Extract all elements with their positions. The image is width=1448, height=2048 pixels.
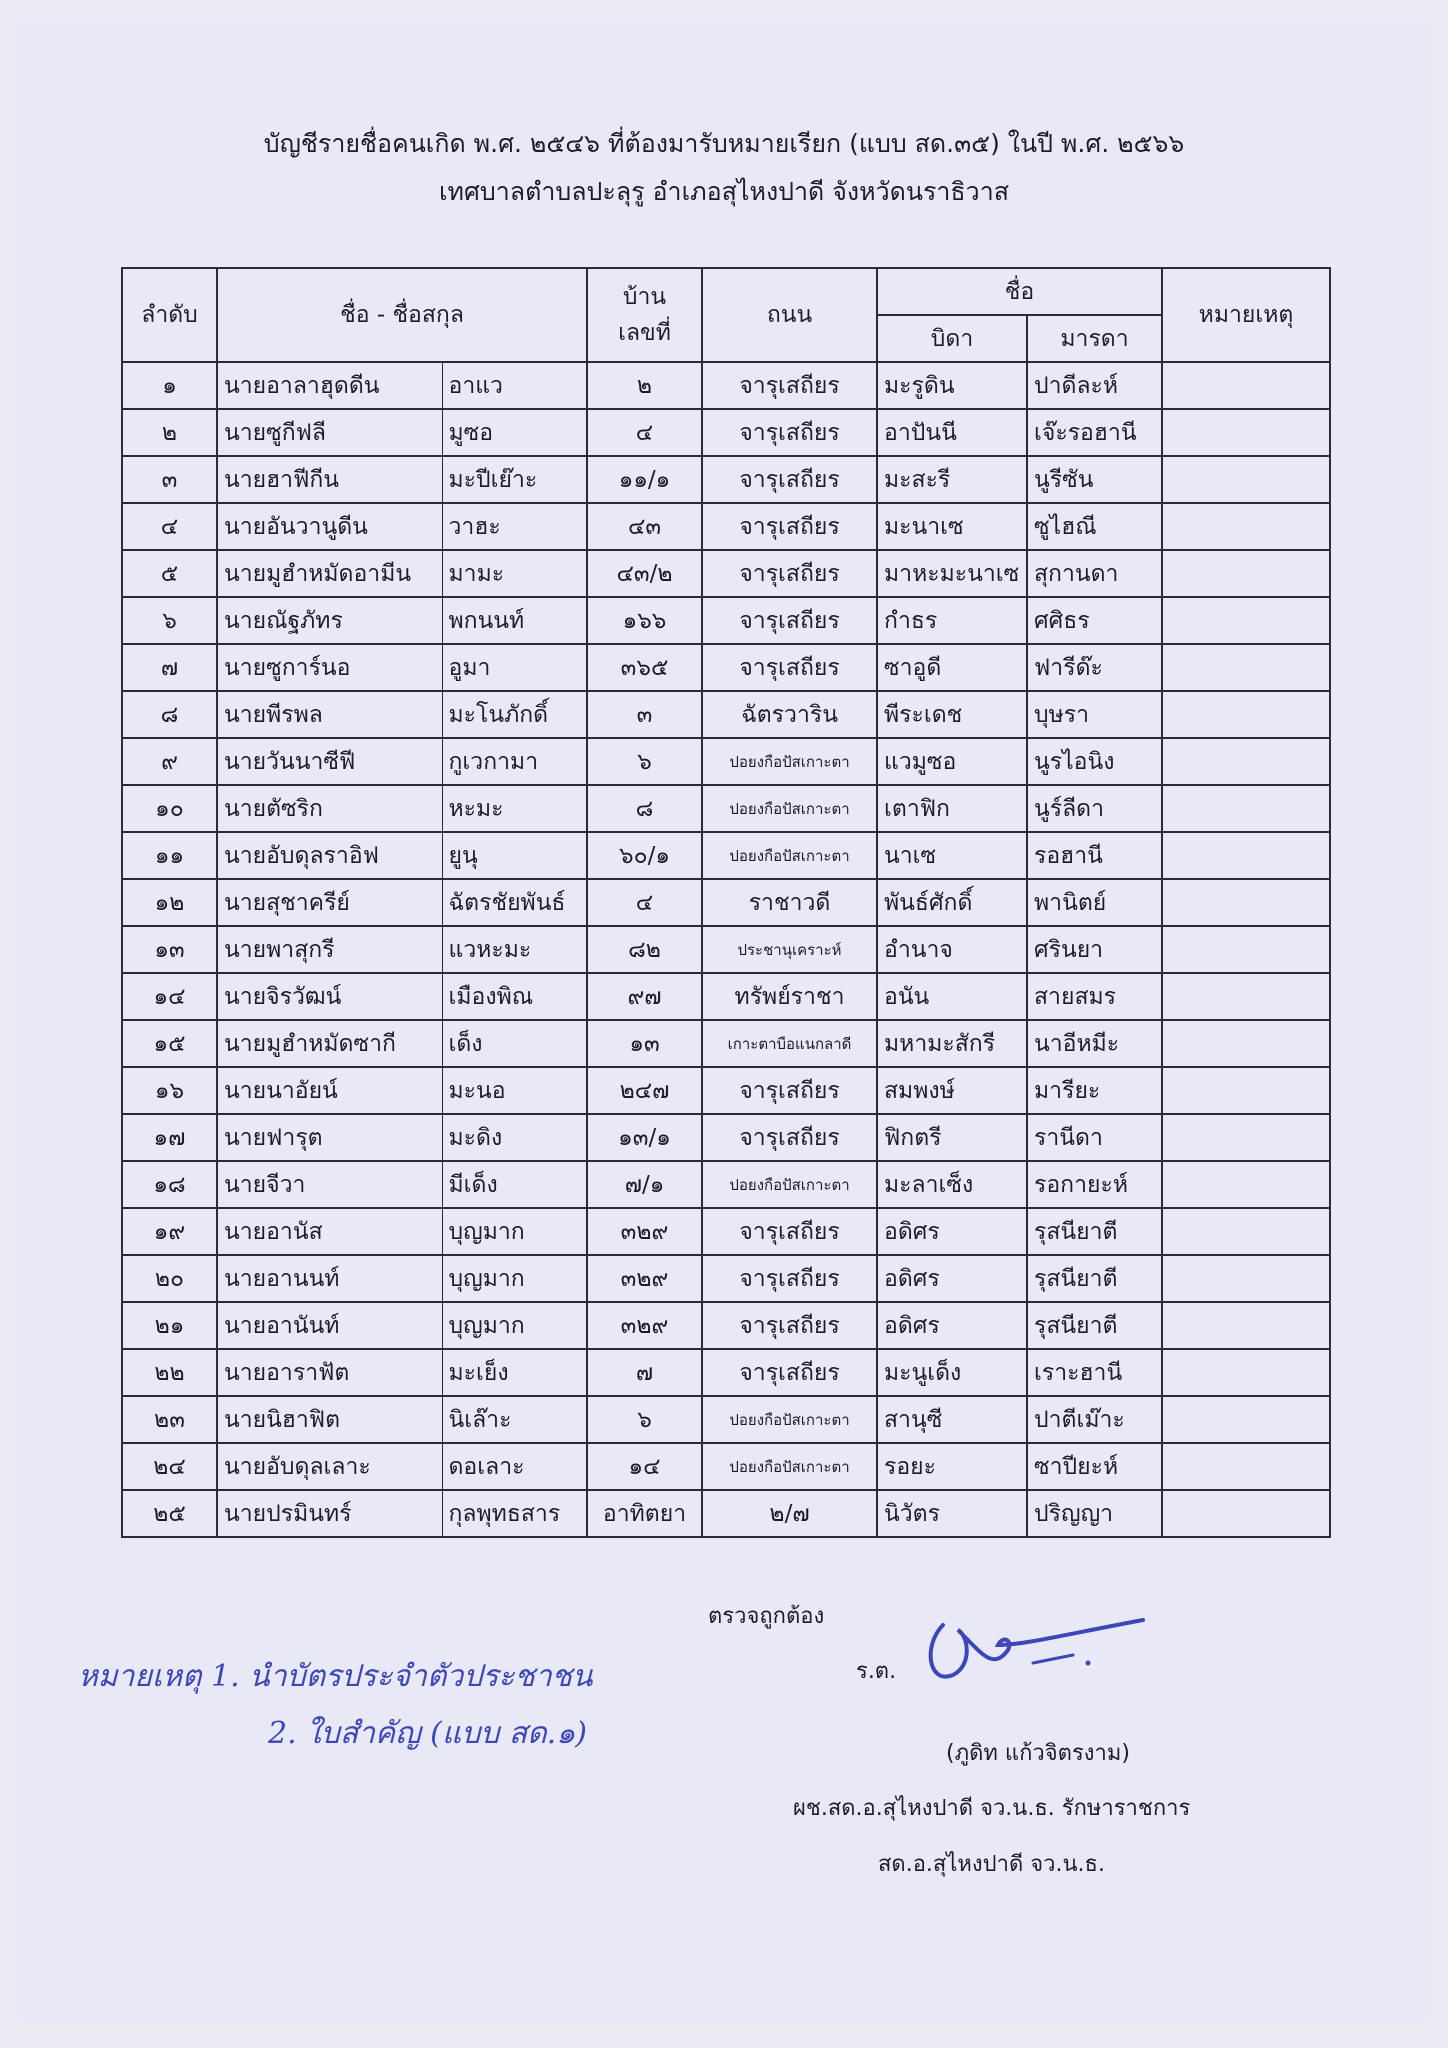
table-row (122, 879, 1330, 926)
row-order: ๖ (122, 597, 217, 644)
row-last-name: นิเล๊าะ (442, 1396, 587, 1443)
row-first-name: นายสุชาครีย์ (217, 879, 442, 926)
row-road: จารุเสถียร (702, 597, 877, 644)
signature-image (913, 1605, 1153, 1695)
header-name: ชื่อ - ชื่อสกุล (217, 268, 587, 362)
row-order: ๑๕ (122, 1020, 217, 1067)
row-last-name: มะโนภักดิ์ (442, 691, 587, 738)
table-row (122, 691, 1330, 738)
row-road: ทรัพย์ราชา (702, 973, 877, 1020)
row-road: ปอยงกือปัสเกาะตา (702, 738, 877, 785)
row-first-name: นายฮาฟีกีน (217, 456, 442, 503)
row-house-number: ๙๗ (587, 973, 702, 1020)
row-father: ซาอูดี (877, 644, 1027, 691)
table-row (122, 832, 1330, 879)
row-road: ประชานุเคราะห์ (702, 926, 877, 973)
row-road: จารุเสถียร (702, 550, 877, 597)
row-house-number: ๖ (587, 1396, 702, 1443)
row-road: จารุเสถียร (702, 1255, 877, 1302)
row-mother: นูรีซัน (1027, 456, 1162, 503)
row-road: ปอยงกือปัสเกาะตา (702, 1396, 877, 1443)
table-row (122, 1161, 1330, 1208)
header-order: ลำดับ (122, 268, 217, 362)
header-father: บิดา (877, 315, 1027, 362)
row-mother: ฟารีด๊ะ (1027, 644, 1162, 691)
row-last-name: มะปีเย๊าะ (442, 456, 587, 503)
row-mother: บุษรา (1027, 691, 1162, 738)
header-mother: มารดา (1027, 315, 1162, 362)
row-mother: สุกานดา (1027, 550, 1162, 597)
row-order: ๑๗ (122, 1114, 217, 1161)
row-note (1162, 879, 1330, 926)
row-order: ๑๐ (122, 785, 217, 832)
row-first-name: นายมูฮำหมัดอามีน (217, 550, 442, 597)
row-order: ๒๒ (122, 1349, 217, 1396)
row-first-name: นายจิรวัฒน์ (217, 973, 442, 1020)
row-house-number: ๓๖๕ (587, 644, 702, 691)
row-order: ๒ (122, 409, 217, 456)
row-mother: รุสนียาตี (1027, 1302, 1162, 1349)
row-house-number: ๘ (587, 785, 702, 832)
row-first-name: นายอานนท์ (217, 1255, 442, 1302)
row-house-number: ๒ (587, 362, 702, 409)
row-first-name: นายนิฮาฟิต (217, 1396, 442, 1443)
row-last-name: มามะ (442, 550, 587, 597)
table-body (122, 362, 1330, 1537)
row-order: ๑๓ (122, 926, 217, 973)
row-mother: รุสนียาตี (1027, 1255, 1162, 1302)
handwritten-note-line-1: หมายเหตุ 1. นำบัตรประจำตัวประชาชน (78, 1659, 593, 1694)
row-mother: รุสนียาตี (1027, 1208, 1162, 1255)
row-last-name: เด็ง (442, 1020, 587, 1067)
row-order: ๒๐ (122, 1255, 217, 1302)
row-road: จารุเสถียร (702, 503, 877, 550)
row-mother: พานิตย์ (1027, 879, 1162, 926)
table-row (122, 738, 1330, 785)
table-row (122, 1302, 1330, 1349)
title-line-1: บัญชีรายชื่อคนเกิด พ.ศ. ๒๕๔๖ ที่ต้องมารับหมายเรียก (แบบ สด.๓๕) ในปี พ.ศ. ๒๕๖๖ (263, 129, 1185, 158)
row-note (1162, 973, 1330, 1020)
verified-label: ตรวจถูกต้อง (708, 1604, 825, 1629)
row-road: จารุเสถียร (702, 1208, 877, 1255)
row-order: ๑๑ (122, 832, 217, 879)
row-order: ๑๙ (122, 1208, 217, 1255)
row-house-number: ๔๓/๒ (587, 550, 702, 597)
row-last-name: มีเด็ง (442, 1161, 587, 1208)
row-last-name: พกนนท์ (442, 597, 587, 644)
row-note (1162, 1208, 1330, 1255)
row-mother: นูรไอนิง (1027, 738, 1162, 785)
table-row (122, 456, 1330, 503)
row-house-number: ๔ (587, 409, 702, 456)
row-last-name: เมืองพิณ (442, 973, 587, 1020)
row-first-name: นายณัฐภัทร (217, 597, 442, 644)
row-road: จารุเสถียร (702, 644, 877, 691)
row-father: สมพงษ์ (877, 1067, 1027, 1114)
header-road: ถนน (702, 268, 877, 362)
row-last-name: บุญมาก (442, 1302, 587, 1349)
signer-position-2: สด.อ.สุไหงปาดี จว.น.ธ. (878, 1852, 1105, 1877)
row-house-number: ๓๒๙ (587, 1302, 702, 1349)
row-note (1162, 832, 1330, 879)
row-first-name: นายตัซริก (217, 785, 442, 832)
row-note (1162, 550, 1330, 597)
row-mother: ซูไฮณี (1027, 503, 1162, 550)
row-house-number: อาทิตยา (587, 1490, 702, 1537)
row-note (1162, 362, 1330, 409)
row-last-name: มูซอ (442, 409, 587, 456)
header-note: หมายเหตุ (1162, 268, 1330, 362)
row-house-number: ๔๓ (587, 503, 702, 550)
row-house-number: ๘๒ (587, 926, 702, 973)
row-order: ๗ (122, 644, 217, 691)
row-last-name: ดอเลาะ (442, 1443, 587, 1490)
row-house-number: ๓๒๙ (587, 1255, 702, 1302)
row-last-name: ยูนุ (442, 832, 587, 879)
row-father: มะลาเซ็ง (877, 1161, 1027, 1208)
row-father: พันธ์ศักดิ์ (877, 879, 1027, 926)
header-house (587, 268, 702, 362)
row-road: จารุเสถียร (702, 1114, 877, 1161)
row-house-number: ๓๒๙ (587, 1208, 702, 1255)
row-note (1162, 1114, 1330, 1161)
table-row (122, 1255, 1330, 1302)
row-father: อดิศร (877, 1255, 1027, 1302)
row-father: อดิศร (877, 1302, 1027, 1349)
row-mother: นูร์ลีดา (1027, 785, 1162, 832)
row-road: ปอยงกือปัสเกาะตา (702, 785, 877, 832)
table-row (122, 926, 1330, 973)
table-row (122, 550, 1330, 597)
row-last-name: มะเย็ง (442, 1349, 587, 1396)
row-house-number: ๑๖๖ (587, 597, 702, 644)
row-order: ๒๕ (122, 1490, 217, 1537)
row-father: ฟิกตรี (877, 1114, 1027, 1161)
row-note (1162, 1067, 1330, 1114)
row-order: ๑๖ (122, 1067, 217, 1114)
row-order: ๘ (122, 691, 217, 738)
row-house-number: ๖ (587, 738, 702, 785)
row-order: ๕ (122, 550, 217, 597)
row-house-number: ๑๔ (587, 1443, 702, 1490)
row-mother: ศรินยา (1027, 926, 1162, 973)
row-mother: นาอีหมีะ (1027, 1020, 1162, 1067)
row-first-name: นายซูกีฟลี (217, 409, 442, 456)
row-mother: เราะฮานี (1027, 1349, 1162, 1396)
row-house-number: ๑๓/๑ (587, 1114, 702, 1161)
registry-table (121, 267, 1331, 1538)
row-mother: ปาตีเม๊าะ (1027, 1396, 1162, 1443)
row-father: นิวัตร (877, 1490, 1027, 1537)
row-note (1162, 456, 1330, 503)
row-first-name: นายอาลาฮุดดีน (217, 362, 442, 409)
row-father: สานุซี (877, 1396, 1027, 1443)
row-note (1162, 1443, 1330, 1490)
row-note (1162, 1255, 1330, 1302)
row-last-name: บุญมาก (442, 1255, 587, 1302)
row-last-name: วาฮะ (442, 503, 587, 550)
row-house-number: ๒๔๗ (587, 1067, 702, 1114)
row-note (1162, 1396, 1330, 1443)
row-first-name: นายอานันท์ (217, 1302, 442, 1349)
row-father: อำนาจ (877, 926, 1027, 973)
row-father: อดิศร (877, 1208, 1027, 1255)
row-house-number: ๗ (587, 1349, 702, 1396)
title-line-2: เทศบาลตำบลปะลุรู อำเภอสุไหงปาดี จังหวัดนราธิวาส (438, 177, 1010, 206)
row-road: ราชาวดี (702, 879, 877, 926)
row-last-name: กูเวกามา (442, 738, 587, 785)
row-last-name: อาแว (442, 362, 587, 409)
row-house-number: ๑๓ (587, 1020, 702, 1067)
header-house-line2: เลขที่ (618, 320, 671, 346)
row-note (1162, 1302, 1330, 1349)
row-father: อาปันนี (877, 409, 1027, 456)
row-father: เตาฟิก (877, 785, 1027, 832)
row-father: มาหะมะนาเซ (877, 550, 1027, 597)
row-last-name: มะนอ (442, 1067, 587, 1114)
handwritten-note-line-2: 2. ใบสำคัญ (แบบ สด.๑) (268, 1716, 587, 1751)
row-father: มะรูดิน (877, 362, 1027, 409)
row-order: ๒๑ (122, 1302, 217, 1349)
row-father: กำธร (877, 597, 1027, 644)
row-father: มหามะสักรี (877, 1020, 1027, 1067)
row-note (1162, 1161, 1330, 1208)
row-house-number: ๗/๑ (587, 1161, 702, 1208)
row-note (1162, 1490, 1330, 1537)
row-note (1162, 926, 1330, 973)
row-first-name: นายอับดุลเลาะ (217, 1443, 442, 1490)
row-last-name: หะมะ (442, 785, 587, 832)
table-row (122, 362, 1330, 409)
row-road: ปอยงกือปัสเกาะตา (702, 1443, 877, 1490)
row-father: แวมูซอ (877, 738, 1027, 785)
row-note (1162, 738, 1330, 785)
header-parents: ชื่อ (877, 268, 1162, 315)
row-order: ๑๒ (122, 879, 217, 926)
table-row (122, 973, 1330, 1020)
row-first-name: นายซูการ์นอ (217, 644, 442, 691)
row-first-name: นายอานัส (217, 1208, 442, 1255)
row-road: จารุเสถียร (702, 456, 877, 503)
document-page (18, 20, 1430, 2022)
row-road: ฉัตรวาริน (702, 691, 877, 738)
row-road: จารุเสถียร (702, 409, 877, 456)
row-note (1162, 785, 1330, 832)
row-first-name: นายนาอัยน์ (217, 1067, 442, 1114)
row-order: ๙ (122, 738, 217, 785)
row-mother: ซาปียะห์ (1027, 1443, 1162, 1490)
row-first-name: นายพาสุกรี (217, 926, 442, 973)
row-note (1162, 691, 1330, 738)
table-row (122, 1208, 1330, 1255)
row-mother: สายสมร (1027, 973, 1162, 1020)
row-order: ๑๘ (122, 1161, 217, 1208)
row-first-name: นายจีวา (217, 1161, 442, 1208)
rank-label: ร.ต. (856, 1659, 897, 1684)
row-mother: ปาดีละห์ (1027, 362, 1162, 409)
table-row (122, 1443, 1330, 1490)
row-note (1162, 1020, 1330, 1067)
row-order: ๑๔ (122, 973, 217, 1020)
row-first-name: นายมูฮำหมัดซากี (217, 1020, 442, 1067)
row-note (1162, 409, 1330, 456)
row-mother: รอฮานี (1027, 832, 1162, 879)
table-row (122, 1114, 1330, 1161)
row-mother: เจ๊ะรอฮานี (1027, 409, 1162, 456)
row-first-name: นายปรมินทร์ (217, 1490, 442, 1537)
row-father: อนัน (877, 973, 1027, 1020)
row-order: ๒๔ (122, 1443, 217, 1490)
row-house-number: ๓ (587, 691, 702, 738)
row-father: นาเซ (877, 832, 1027, 879)
row-road: จารุเสถียร (702, 1302, 877, 1349)
row-house-number: ๑๑/๑ (587, 456, 702, 503)
row-first-name: นายฟารุต (217, 1114, 442, 1161)
table-row (122, 1490, 1330, 1537)
table-row (122, 1020, 1330, 1067)
row-order: ๓ (122, 456, 217, 503)
row-mother: มารียะ (1027, 1067, 1162, 1114)
row-order: ๒๓ (122, 1396, 217, 1443)
row-house-number: ๖๐/๑ (587, 832, 702, 879)
row-father: พีระเดช (877, 691, 1027, 738)
row-road: จารุเสถียร (702, 362, 877, 409)
row-first-name: นายอับดุลราอิฟ (217, 832, 442, 879)
row-note (1162, 503, 1330, 550)
table-row (122, 785, 1330, 832)
row-last-name: อูมา (442, 644, 587, 691)
row-last-name: ฉัตรชัยพันธ์ (442, 879, 587, 926)
table-row (122, 1349, 1330, 1396)
row-note (1162, 1349, 1330, 1396)
signer-name: (ภูดิท แก้วจิตรงาม) (946, 1741, 1130, 1766)
row-father: มะสะรี (877, 456, 1027, 503)
row-mother: ปริญญา (1027, 1490, 1162, 1537)
row-note (1162, 644, 1330, 691)
table-row (122, 597, 1330, 644)
row-order: ๔ (122, 503, 217, 550)
row-father: มะนาเซ (877, 503, 1027, 550)
signer-position-1: ผช.สด.อ.สุไหงปาดี จว.น.ธ. รักษาราชการ (793, 1796, 1191, 1821)
row-last-name: มะดิง (442, 1114, 587, 1161)
row-last-name: กุลพุทธสาร (442, 1490, 587, 1537)
table-row (122, 503, 1330, 550)
row-road: ๒/๗ (702, 1490, 877, 1537)
row-road: ปอยงกือปัสเกาะตา (702, 832, 877, 879)
row-first-name: นายพีรพล (217, 691, 442, 738)
row-first-name: นายอันวานูดีน (217, 503, 442, 550)
row-road: จารุเสถียร (702, 1349, 877, 1396)
row-road: ปอยงกือปัสเกาะตา (702, 1161, 877, 1208)
row-note (1162, 597, 1330, 644)
row-first-name: นายวันนาซีฟี (217, 738, 442, 785)
table-row (122, 409, 1330, 456)
header-house-line1: บ้าน (622, 284, 667, 310)
row-last-name: แวหะมะ (442, 926, 587, 973)
row-last-name: บุญมาก (442, 1208, 587, 1255)
row-road: เกาะตาบือแนกลาดี (702, 1020, 877, 1067)
row-first-name: นายอาราฟัต (217, 1349, 442, 1396)
row-order: ๑ (122, 362, 217, 409)
row-father: มะนูเด็ง (877, 1349, 1027, 1396)
table-row (122, 644, 1330, 691)
row-road: จารุเสถียร (702, 1067, 877, 1114)
table-row (122, 1396, 1330, 1443)
row-mother: ศศิธร (1027, 597, 1162, 644)
row-mother: รอกายะห์ (1027, 1161, 1162, 1208)
row-mother: รานีดา (1027, 1114, 1162, 1161)
table-row (122, 1067, 1330, 1114)
row-father: รอยะ (877, 1443, 1027, 1490)
document-title (18, 120, 1430, 216)
row-house-number: ๔ (587, 879, 702, 926)
